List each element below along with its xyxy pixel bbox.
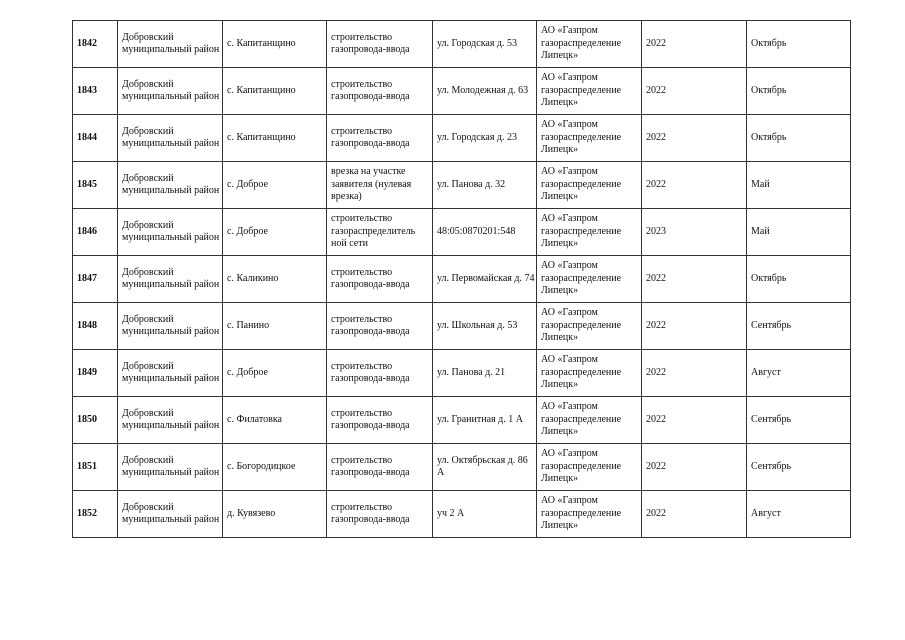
work-type-cell bbox=[327, 209, 433, 256]
month-cell bbox=[747, 303, 851, 350]
month-cell-text: Октябрь bbox=[751, 84, 787, 96]
row-number-text: 1843 bbox=[77, 84, 97, 96]
district-cell bbox=[118, 115, 223, 162]
row-number-text: 1846 bbox=[77, 225, 97, 237]
year-cell bbox=[642, 162, 747, 209]
address-cell-text: ул. Молодежная д. 63 bbox=[437, 84, 529, 96]
month-cell-text: Сентябрь bbox=[751, 460, 792, 472]
work-type-cell-text: строительство газопровода-ввода bbox=[331, 454, 410, 478]
settlement-cell bbox=[223, 350, 327, 397]
settlement-cell bbox=[223, 209, 327, 256]
address-cell bbox=[433, 303, 537, 350]
row-number-text: 1852 bbox=[77, 507, 97, 519]
year-cell bbox=[642, 350, 747, 397]
organization-cell-text: АО «Газпром газораспределение Липецк» bbox=[541, 448, 622, 485]
month-cell-text: Октябрь bbox=[751, 37, 787, 49]
organization-cell bbox=[537, 491, 642, 538]
address-cell-text: ул. Октябрьская д. 86 А bbox=[437, 454, 528, 478]
year-cell-text: 2022 bbox=[646, 413, 666, 425]
district-cell-text: Добровский муниципальный район bbox=[122, 78, 220, 102]
settlement-cell bbox=[223, 397, 327, 444]
table-row bbox=[73, 303, 851, 350]
month-cell bbox=[747, 491, 851, 538]
row-number-text: 1849 bbox=[77, 366, 97, 378]
work-type-cell bbox=[327, 68, 433, 115]
organization-cell bbox=[537, 21, 642, 68]
table-row bbox=[73, 444, 851, 491]
work-type-cell bbox=[327, 397, 433, 444]
district-cell-text: Добровский муниципальный район bbox=[122, 501, 220, 525]
address-cell bbox=[433, 21, 537, 68]
address-cell-text: уч 2 А bbox=[437, 507, 465, 519]
settlement-cell bbox=[223, 256, 327, 303]
month-cell-text: Август bbox=[751, 507, 781, 519]
organization-cell bbox=[537, 350, 642, 397]
gas-connection-register-table bbox=[72, 20, 851, 538]
year-cell-text: 2022 bbox=[646, 37, 666, 49]
table-row bbox=[73, 21, 851, 68]
year-cell-text: 2023 bbox=[646, 225, 666, 237]
row-number bbox=[73, 444, 118, 491]
district-cell bbox=[118, 303, 223, 350]
row-number bbox=[73, 115, 118, 162]
month-cell bbox=[747, 444, 851, 491]
year-cell-text: 2022 bbox=[646, 272, 666, 284]
organization-cell-text: АО «Газпром газораспределение Липецк» bbox=[541, 119, 622, 156]
year-cell bbox=[642, 303, 747, 350]
settlement-cell bbox=[223, 162, 327, 209]
address-cell-text: ул. Городская д. 53 bbox=[437, 37, 518, 49]
work-type-cell-text: строительство газопровода-ввода bbox=[331, 407, 410, 431]
month-cell bbox=[747, 68, 851, 115]
organization-cell-text: АО «Газпром газораспределение Липецк» bbox=[541, 495, 622, 532]
address-cell bbox=[433, 256, 537, 303]
work-type-cell-text: строительство газопровода-ввода bbox=[331, 78, 410, 102]
month-cell-text: Октябрь bbox=[751, 272, 787, 284]
row-number-text: 1850 bbox=[77, 413, 97, 425]
settlement-cell bbox=[223, 115, 327, 162]
table-row bbox=[73, 350, 851, 397]
organization-cell bbox=[537, 256, 642, 303]
work-type-cell-text: строительство газопровода-ввода bbox=[331, 125, 410, 149]
month-cell bbox=[747, 350, 851, 397]
organization-cell-text: АО «Газпром газораспределение Липецк» bbox=[541, 354, 622, 391]
row-number bbox=[73, 303, 118, 350]
row-number-text: 1844 bbox=[77, 131, 97, 143]
work-type-cell-text: строительство газораспределитель ной сети bbox=[331, 213, 416, 250]
address-cell bbox=[433, 68, 537, 115]
work-type-cell bbox=[327, 350, 433, 397]
year-cell-text: 2022 bbox=[646, 178, 666, 190]
address-cell-text: ул. Школьная д. 53 bbox=[437, 319, 518, 331]
work-type-cell bbox=[327, 115, 433, 162]
table-row bbox=[73, 162, 851, 209]
year-cell-text: 2022 bbox=[646, 319, 666, 331]
district-cell bbox=[118, 444, 223, 491]
organization-cell-text: АО «Газпром газораспределение Липецк» bbox=[541, 72, 622, 109]
register-body bbox=[73, 21, 851, 538]
address-cell-text: ул. Первомайская д. 74 bbox=[437, 272, 535, 284]
settlement-cell-text: с. Капитанщино bbox=[227, 131, 296, 143]
row-number-text: 1842 bbox=[77, 37, 97, 49]
table-row bbox=[73, 68, 851, 115]
month-cell-text: Май bbox=[751, 178, 770, 190]
district-cell bbox=[118, 21, 223, 68]
district-cell-text: Добровский муниципальный район bbox=[122, 313, 220, 337]
month-cell bbox=[747, 21, 851, 68]
organization-cell-text: АО «Газпром газораспределение Липецк» bbox=[541, 260, 622, 297]
row-number-text: 1845 bbox=[77, 178, 97, 190]
address-cell bbox=[433, 397, 537, 444]
organization-cell bbox=[537, 115, 642, 162]
work-type-cell-text: врезка на участке заявителя (нулевая врезка) bbox=[331, 166, 412, 203]
address-cell bbox=[433, 444, 537, 491]
row-number bbox=[73, 397, 118, 444]
district-cell bbox=[118, 209, 223, 256]
row-number bbox=[73, 162, 118, 209]
work-type-cell-text: строительство газопровода-ввода bbox=[331, 501, 410, 525]
month-cell-text: Сентябрь bbox=[751, 413, 792, 425]
year-cell bbox=[642, 491, 747, 538]
month-cell bbox=[747, 256, 851, 303]
address-cell bbox=[433, 209, 537, 256]
row-number bbox=[73, 68, 118, 115]
year-cell bbox=[642, 444, 747, 491]
month-cell-text: Август bbox=[751, 366, 781, 378]
month-cell-text: Май bbox=[751, 225, 770, 237]
year-cell bbox=[642, 256, 747, 303]
table-row bbox=[73, 397, 851, 444]
row-number bbox=[73, 209, 118, 256]
row-number bbox=[73, 21, 118, 68]
table-row bbox=[73, 209, 851, 256]
work-type-cell-text: строительство газопровода-ввода bbox=[331, 360, 410, 384]
organization-cell-text: АО «Газпром газораспределение Липецк» bbox=[541, 213, 622, 250]
year-cell bbox=[642, 397, 747, 444]
organization-cell bbox=[537, 397, 642, 444]
district-cell bbox=[118, 397, 223, 444]
district-cell-text: Добровский муниципальный район bbox=[122, 172, 220, 196]
work-type-cell-text: строительство газопровода-ввода bbox=[331, 31, 410, 55]
work-type-cell bbox=[327, 491, 433, 538]
address-cell-text: ул. Панова д. 21 bbox=[437, 366, 506, 378]
address-cell-text: ул. Гранитная д. 1 А bbox=[437, 413, 523, 425]
district-cell-text: Добровский муниципальный район bbox=[122, 125, 220, 149]
year-cell-text: 2022 bbox=[646, 131, 666, 143]
address-cell bbox=[433, 115, 537, 162]
district-cell bbox=[118, 491, 223, 538]
district-cell-text: Добровский муниципальный район bbox=[122, 266, 220, 290]
settlement-cell-text: д. Кувязево bbox=[227, 507, 276, 519]
organization-cell-text: АО «Газпром газораспределение Липецк» bbox=[541, 166, 622, 203]
year-cell bbox=[642, 209, 747, 256]
settlement-cell-text: с. Панино bbox=[227, 319, 270, 331]
year-cell-text: 2022 bbox=[646, 507, 666, 519]
organization-cell bbox=[537, 303, 642, 350]
table-row bbox=[73, 491, 851, 538]
settlement-cell-text: с. Доброе bbox=[227, 366, 268, 378]
district-cell-text: Добровский муниципальный район bbox=[122, 407, 220, 431]
row-number bbox=[73, 350, 118, 397]
address-cell-text: ул. Городская д. 23 bbox=[437, 131, 518, 143]
address-cell bbox=[433, 350, 537, 397]
organization-cell-text: АО «Газпром газораспределение Липецк» bbox=[541, 25, 622, 62]
work-type-cell-text: строительство газопровода-ввода bbox=[331, 266, 410, 290]
district-cell-text: Добровский муниципальный район bbox=[122, 454, 220, 478]
settlement-cell bbox=[223, 303, 327, 350]
district-cell bbox=[118, 256, 223, 303]
settlement-cell bbox=[223, 491, 327, 538]
settlement-cell-text: с. Доброе bbox=[227, 178, 268, 190]
organization-cell-text: АО «Газпром газораспределение Липецк» bbox=[541, 401, 622, 438]
work-type-cell bbox=[327, 21, 433, 68]
work-type-cell bbox=[327, 162, 433, 209]
year-cell bbox=[642, 21, 747, 68]
year-cell bbox=[642, 68, 747, 115]
work-type-cell bbox=[327, 303, 433, 350]
organization-cell-text: АО «Газпром газораспределение Липецк» bbox=[541, 307, 622, 344]
settlement-cell bbox=[223, 444, 327, 491]
settlement-cell-text: с. Богородицкое bbox=[227, 460, 296, 472]
table-row bbox=[73, 256, 851, 303]
address-cell-text: 48:05:0870201:548 bbox=[437, 225, 516, 237]
month-cell-text: Октябрь bbox=[751, 131, 787, 143]
settlement-cell bbox=[223, 68, 327, 115]
month-cell bbox=[747, 115, 851, 162]
work-type-cell-text: строительство газопровода-ввода bbox=[331, 313, 410, 337]
address-cell bbox=[433, 162, 537, 209]
settlement-cell bbox=[223, 21, 327, 68]
month-cell bbox=[747, 162, 851, 209]
settlement-cell-text: с. Каликино bbox=[227, 272, 279, 284]
settlement-cell-text: с. Доброе bbox=[227, 225, 268, 237]
row-number-text: 1851 bbox=[77, 460, 97, 472]
district-cell-text: Добровский муниципальный район bbox=[122, 219, 220, 243]
row-number bbox=[73, 491, 118, 538]
organization-cell bbox=[537, 209, 642, 256]
district-cell bbox=[118, 162, 223, 209]
month-cell-text: Сентябрь bbox=[751, 319, 792, 331]
table-row bbox=[73, 115, 851, 162]
settlement-cell-text: с. Филатовка bbox=[227, 413, 282, 425]
month-cell bbox=[747, 209, 851, 256]
district-cell-text: Добровский муниципальный район bbox=[122, 31, 220, 55]
year-cell-text: 2022 bbox=[646, 84, 666, 96]
row-number-text: 1847 bbox=[77, 272, 97, 284]
district-cell bbox=[118, 350, 223, 397]
settlement-cell-text: с. Капитанщино bbox=[227, 84, 296, 96]
year-cell-text: 2022 bbox=[646, 366, 666, 378]
organization-cell bbox=[537, 444, 642, 491]
district-cell-text: Добровский муниципальный район bbox=[122, 360, 220, 384]
month-cell bbox=[747, 397, 851, 444]
organization-cell bbox=[537, 68, 642, 115]
address-cell-text: ул. Панова д. 32 bbox=[437, 178, 506, 190]
settlement-cell-text: с. Капитанщино bbox=[227, 37, 296, 49]
row-number-text: 1848 bbox=[77, 319, 97, 331]
year-cell bbox=[642, 115, 747, 162]
address-cell bbox=[433, 491, 537, 538]
row-number bbox=[73, 256, 118, 303]
organization-cell bbox=[537, 162, 642, 209]
work-type-cell bbox=[327, 256, 433, 303]
work-type-cell bbox=[327, 444, 433, 491]
year-cell-text: 2022 bbox=[646, 460, 666, 472]
district-cell bbox=[118, 68, 223, 115]
